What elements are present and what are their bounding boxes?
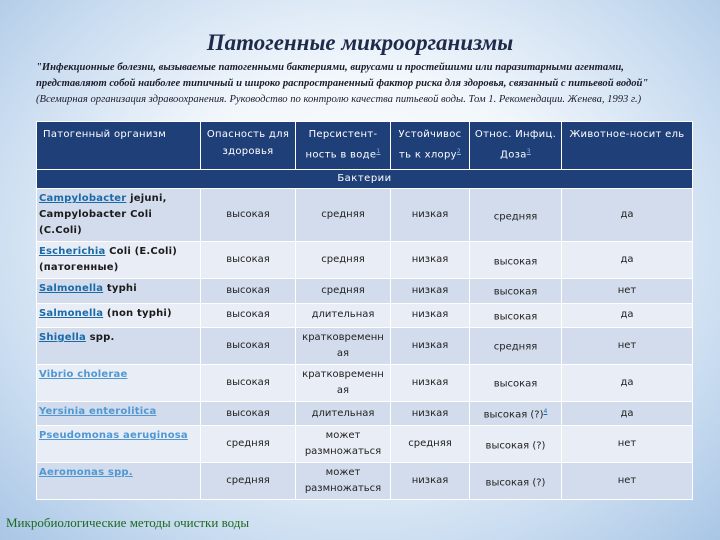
chlorine-cell: низкая: [391, 279, 470, 303]
organism-link[interactable]: Campylobacter: [39, 193, 127, 205]
infective-dose-cell: высокая: [470, 364, 562, 401]
chlorine-cell: низкая: [391, 364, 470, 401]
persistence-cell: средняя: [296, 242, 391, 279]
hazard-cell: средняя: [201, 426, 296, 463]
footer-caption: Микробиологические методы очистки воды: [6, 515, 250, 530]
organism-link[interactable]: Yersinia enterolitica: [39, 405, 157, 417]
organism-cell: [37, 463, 201, 500]
col-header-persistence: Персистент-ность в воде$^1$: [296, 122, 391, 170]
who-quote: [36, 60, 696, 108]
animal-carrier-cell: нет: [562, 426, 693, 463]
organism-rest: typhi: [103, 283, 137, 295]
col-header-hazard: Опасность для здоровья: [201, 122, 296, 170]
persistence-cell: длительная: [296, 401, 391, 425]
table-row: [37, 364, 693, 401]
organism-cell: [37, 401, 201, 425]
quote-source: (Всемирная организация здравоохранения. Руководство по контролю качества питьевой воды. Том 1. Рекомендации. Женева, 1993 г.): [36, 94, 642, 105]
animal-carrier-cell: нет: [562, 463, 693, 500]
footnote-link[interactable]: 3: [526, 148, 531, 155]
hazard-cell: высокая: [201, 364, 296, 401]
persistence-cell: может размножаться: [296, 463, 391, 500]
organism-cell: [37, 327, 201, 364]
persistence-cell: кратковременн ая: [296, 327, 391, 364]
footnote-link[interactable]: 1: [376, 148, 381, 155]
section-label: Бактерии: [37, 170, 693, 189]
organism-link[interactable]: Vibrio cholerae: [39, 368, 128, 380]
organism-cell: [37, 364, 201, 401]
persistence-cell: длительная: [296, 303, 391, 327]
col-header-infective-dose: Относ. Инфиц. Доза$^3$: [470, 122, 562, 170]
hazard-cell: высокая: [201, 242, 296, 279]
persistence-cell: средняя: [296, 189, 391, 242]
infective-dose-cell: высокая: [470, 279, 562, 303]
animal-carrier-cell: нет: [562, 279, 693, 303]
hazard-cell: высокая: [201, 401, 296, 425]
table-row: [37, 426, 693, 463]
infective-dose-cell: высокая (?): [470, 426, 562, 463]
hazard-cell: средняя: [201, 463, 296, 500]
table-header-row: [37, 122, 693, 170]
infective-dose-cell: высокая (?): [470, 463, 562, 500]
chlorine-cell: средняя: [391, 426, 470, 463]
page-title: Патогенные микроорганизмы: [206, 30, 514, 55]
organism-link[interactable]: Pseudomonas aeruginosa: [39, 430, 188, 442]
infective-dose-cell: высокая (?)$^4$: [470, 401, 562, 425]
chlorine-cell: низкая: [391, 401, 470, 425]
organism-link[interactable]: Aeromonas spp.: [39, 467, 133, 479]
persistence-cell: средняя: [296, 279, 391, 303]
persistence-cell: может размножаться: [296, 426, 391, 463]
table-row: [37, 189, 693, 242]
organism-cell: [37, 279, 201, 303]
animal-carrier-cell: да: [562, 364, 693, 401]
organism-cell: [37, 242, 201, 279]
table-row: [37, 463, 693, 500]
col-header-chlorine: Устойчивос ть к хлору$^2$: [391, 122, 470, 170]
table-row: [37, 279, 693, 303]
organism-cell: [37, 426, 201, 463]
chlorine-cell: низкая: [391, 303, 470, 327]
col-header-animal-carrier: Животное-носит ель: [562, 122, 693, 170]
pathogens-table: [36, 121, 693, 500]
persistence-cell: кратковременн ая: [296, 364, 391, 401]
chlorine-cell: низкая: [391, 463, 470, 500]
animal-carrier-cell: да: [562, 242, 693, 279]
chlorine-cell: низкая: [391, 327, 470, 364]
organism-cell: [37, 303, 201, 327]
organism-rest: Coli (E.Coli) (патогенные): [39, 246, 178, 274]
organism-cell: [37, 189, 201, 242]
animal-carrier-cell: да: [562, 189, 693, 242]
organism-rest: spp.: [85, 331, 115, 343]
infective-dose-cell: высокая: [470, 303, 562, 327]
table-row: [37, 401, 693, 425]
organism-link[interactable]: Salmonella: [39, 307, 104, 319]
animal-carrier-cell: нет: [562, 327, 693, 364]
animal-carrier-cell: да: [562, 401, 693, 425]
hazard-cell: высокая: [201, 303, 296, 327]
footnote-link[interactable]: 4: [543, 407, 548, 415]
hazard-cell: высокая: [201, 279, 296, 303]
chlorine-cell: низкая: [391, 189, 470, 242]
infective-dose-cell: высокая: [470, 242, 562, 279]
infective-dose-cell: средняя: [470, 327, 562, 364]
col-header-organism: Патогенный организм: [37, 122, 201, 170]
infective-dose-cell: средняя: [470, 189, 562, 242]
organism-rest: (non typhi): [103, 307, 172, 319]
hazard-cell: высокая: [201, 189, 296, 242]
hazard-cell: высокая: [201, 327, 296, 364]
section-row-bacteria: [37, 170, 693, 189]
table-row: [37, 303, 693, 327]
organism-link[interactable]: Salmonella: [39, 283, 104, 295]
table-row: [37, 327, 693, 364]
footnote-link[interactable]: 2: [456, 148, 461, 155]
quote-bold: "Инфекционные болезни, вызываемые патогенными бактериями, вирусами и простейшими или паразитарными агентами, представляют собой наиболее типичный и широко распространенный фактор риска для здоровья, связанный с питьевой водой": [36, 62, 649, 89]
organism-link[interactable]: Shigella: [39, 331, 86, 343]
table-row: [37, 242, 693, 279]
organism-link[interactable]: Escherichia: [39, 246, 106, 258]
chlorine-cell: низкая: [391, 242, 470, 279]
animal-carrier-cell: да: [562, 303, 693, 327]
organism-rest: jejuni, Campylobacter Coli (C.Coli): [39, 193, 167, 237]
